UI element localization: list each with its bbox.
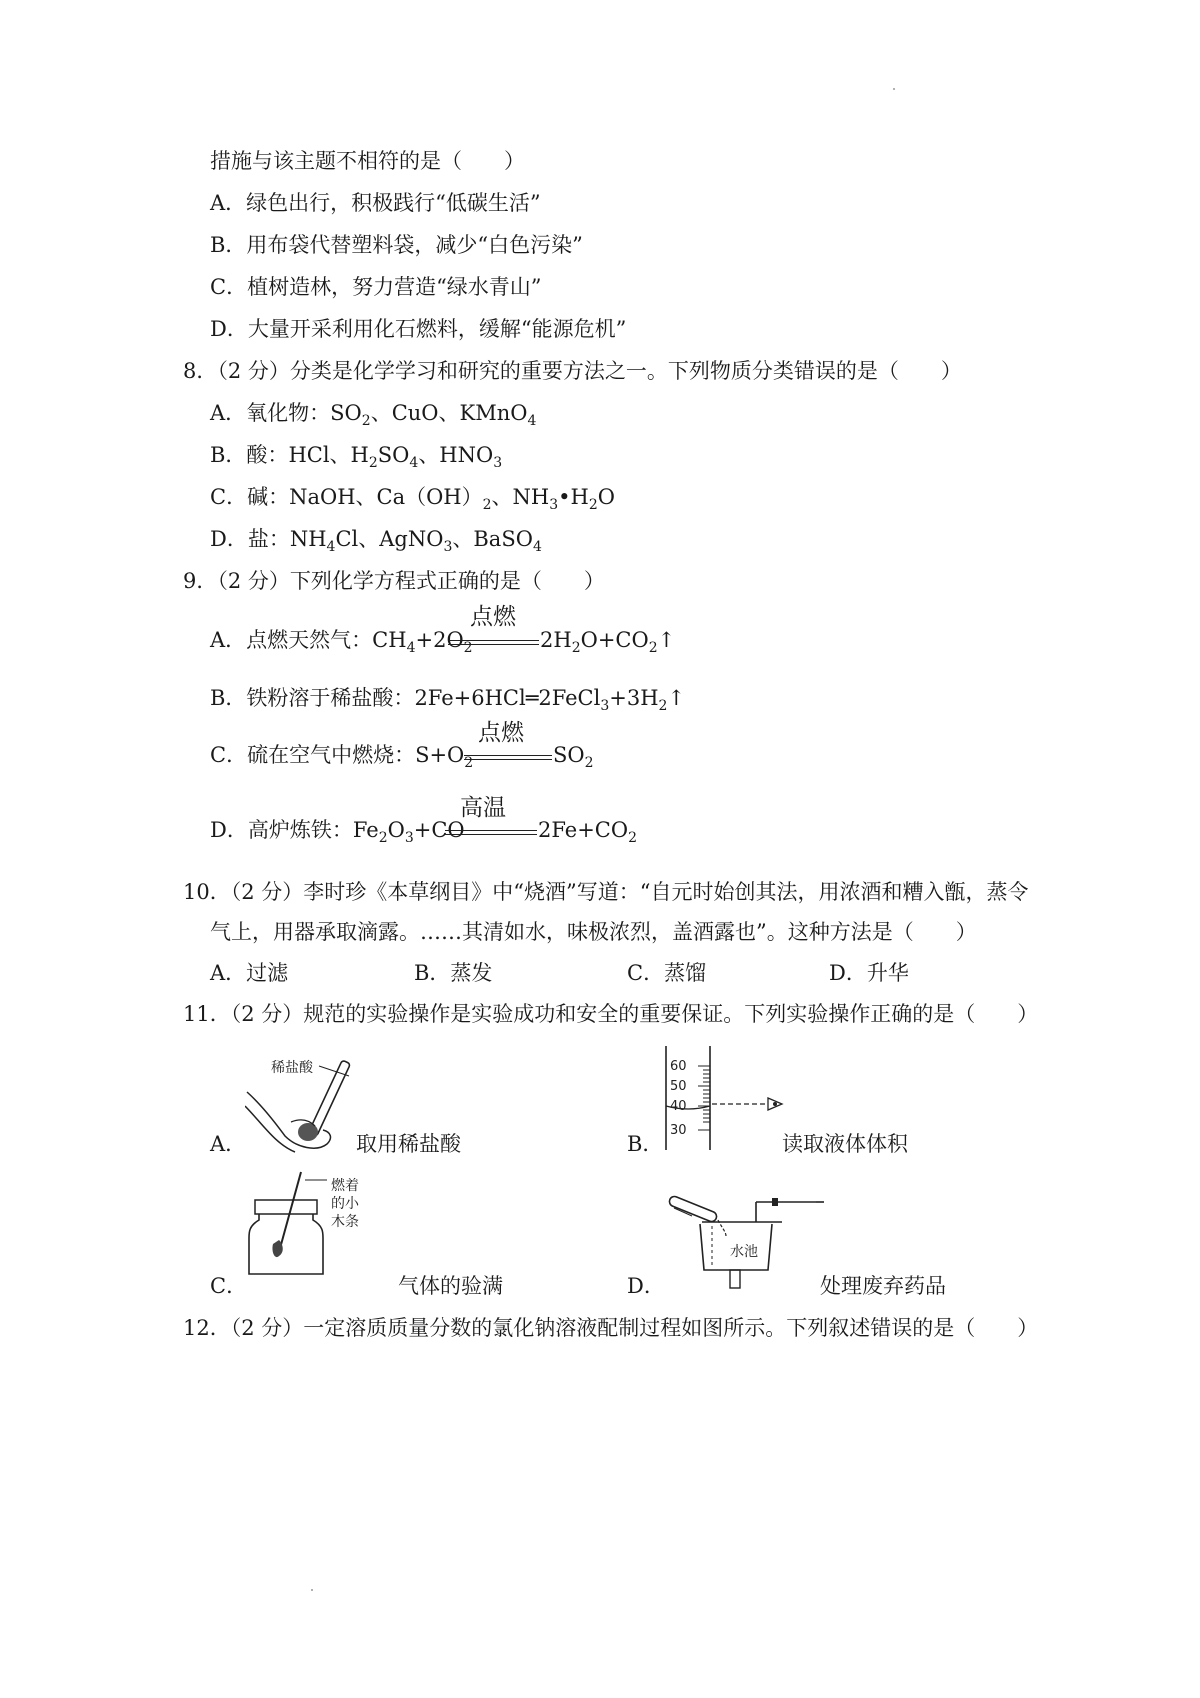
q8-option-a: A．氧化物：$SO_2$、CuO、KMnO$_4$ xyxy=(210,401,537,429)
q10-stem-line2: 气上，用器承取滴露。……其清如水，味极浓烈，盖酒露也”。这种方法是（ ） xyxy=(210,920,977,944)
q11-a-letter: A． xyxy=(210,1132,247,1156)
q9-option-d: D．高炉炼铁：$Fe_2O_3+CO$ xyxy=(210,818,465,846)
tick-label-40: 40 xyxy=(670,1099,687,1114)
sink-label: 水池 xyxy=(730,1244,758,1260)
q9-d-condition: 高温 xyxy=(460,795,506,821)
q7-option-d: D．大量开采利用化石燃料，缓解“能源危机” xyxy=(210,317,627,341)
q10-option-c: C．蒸馏 xyxy=(627,961,707,985)
q12-stem: 12．（2 分）一定溶质质量分数的氯化钠溶液配制过程如图所示。下列叙述错误的是（ ） xyxy=(183,1316,1039,1340)
q11-d-letter: D． xyxy=(627,1274,665,1298)
q7-option-c: C．植树造林，努力营造“绿水青山” xyxy=(210,275,542,299)
q9-option-c: C．硫在空气中燃烧：$S+O_2$ xyxy=(210,743,474,771)
tick-label-50: 50 xyxy=(670,1079,687,1094)
q7-stem-tail: 措施与该主题不相符的是（ ） xyxy=(210,149,525,173)
q9-c-equals xyxy=(464,755,552,760)
q11-c-caption: 气体的验满 xyxy=(398,1274,503,1298)
splint-label-2: 的小 xyxy=(331,1196,359,1212)
q8-option-c: C．碱：NaOH、$Ca(OH)_2$、$NH_3•H_2O$ xyxy=(210,485,616,513)
pipette-hand-figure xyxy=(245,1048,365,1158)
q8-option-b: B．酸：HCl、$H_2SO_4$、$HNO_3$ xyxy=(210,443,503,471)
q9-d-equals xyxy=(445,830,537,835)
q11-d-caption: 处理废弃药品 xyxy=(820,1274,946,1298)
tick-label-60: 60 xyxy=(670,1059,687,1074)
q11-c-letter: C． xyxy=(210,1274,248,1298)
q9-option-a: A．点燃天然气：$CH_4+2O_2$ xyxy=(210,628,473,656)
q9-stem: 9．（2 分）下列化学方程式正确的是（ ） xyxy=(183,569,605,593)
q10-stem-line1: 10．（2 分）李时珍《本草纲目》中“烧酒”写道：“自元时始创其法，用浓酒和糟入甑，蒸令 xyxy=(183,880,1029,904)
graduated-cylinder-figure xyxy=(660,1046,790,1152)
q11-a-figure-label: 稀盐酸 xyxy=(271,1060,313,1076)
sink-disposal-figure xyxy=(666,1188,828,1292)
tick-label-30: 30 xyxy=(670,1123,687,1138)
q11-b-letter: B． xyxy=(627,1132,664,1156)
q7-option-b: B．用布袋代替塑料袋，减少“白色污染” xyxy=(210,233,583,257)
gas-bottle-splint-figure xyxy=(245,1170,385,1280)
q9-c-condition: 点燃 xyxy=(478,720,524,746)
q9-option-b: B．铁粉溶于稀盐酸：$2Fe+6HCl═2FeCl_3+3H_2↑$ xyxy=(210,686,686,714)
scan-dot-bottom xyxy=(311,1589,313,1591)
q11-b-caption: 读取液体体积 xyxy=(782,1132,908,1156)
q9-c-products: $SO_2$ xyxy=(553,743,594,771)
q7-option-a: A．绿色出行，积极践行“低碳生活” xyxy=(210,191,541,215)
q10-option-b: B．蒸发 xyxy=(414,961,493,985)
q9-a-products: $2H_2O+CO_2↑$ xyxy=(540,628,676,656)
q10-option-a: A．过滤 xyxy=(210,961,289,985)
q9-d-products: $2Fe+CO_2$ xyxy=(538,818,638,846)
q9-a-equals xyxy=(448,640,539,645)
q10-option-d: D．升华 xyxy=(829,961,909,985)
q8-stem: 8．（2 分）分类是化学学习和研究的重要方法之一。下列物质分类错误的是（ ） xyxy=(183,359,962,383)
scan-dot-top xyxy=(893,88,895,90)
q11-a-caption: 取用稀盐酸 xyxy=(356,1132,461,1156)
q9-a-condition: 点燃 xyxy=(470,604,516,630)
splint-label-1: 燃着 xyxy=(331,1178,359,1194)
splint-label-3: 木条 xyxy=(331,1214,359,1230)
q8-option-d: D．盐：$NH_4Cl$、AgNO$_3$、BaSO$_4$ xyxy=(210,527,542,555)
q11-stem: 11．（2 分）规范的实验操作是实验成功和安全的重要保证。下列实验操作正确的是（ ） xyxy=(183,1002,1039,1026)
